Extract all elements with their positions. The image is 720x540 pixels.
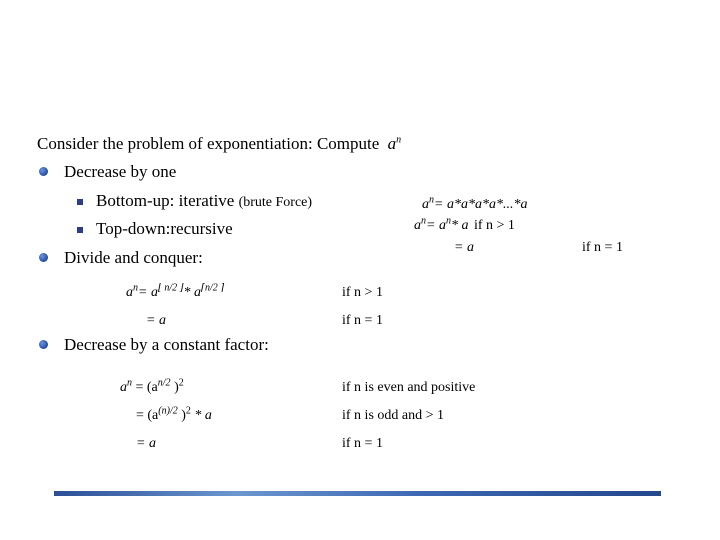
decrease-formula-line-1 <box>120 378 184 398</box>
intro-exponent: n <box>396 134 402 146</box>
divide-cond-1: if n > 1 <box>342 285 383 300</box>
df1-floor-exp: ⌊ n/2 ⌋ <box>157 282 184 294</box>
decrease-cond-2: if n is odd and > 1 <box>342 408 444 423</box>
square-bullet-icon <box>77 227 83 233</box>
df1-exp: n <box>133 282 138 294</box>
df1-mid: * a <box>183 285 202 300</box>
rf2-exp2: n <box>445 215 451 227</box>
rf2-condition: if n > 1 <box>473 218 515 233</box>
dec1-close: ) <box>174 380 179 395</box>
df1-eq: = a <box>138 285 158 300</box>
bullet-decrease-by-one: Decrease by one <box>64 162 177 181</box>
right-formula-cond-3: if n = 1 <box>582 240 623 255</box>
dec1-power: 2 <box>178 377 184 389</box>
footer-divider <box>54 491 661 496</box>
sub-bottom-up-note: (brute Force) <box>238 195 313 210</box>
dec2-close: ) <box>181 408 186 423</box>
dec2-half-exp: (n)/2 <box>158 405 178 417</box>
decrease-formula-line-2 <box>136 406 212 426</box>
sub-bottom-up-text: Bottom-up: iterative <box>96 191 235 210</box>
dec2-tail: * a <box>194 408 212 423</box>
rf2-exp: n <box>421 215 426 227</box>
decrease-formula-line-3: = a <box>136 436 156 451</box>
bullet-icon <box>39 340 48 349</box>
right-formula-line-2 <box>414 216 515 236</box>
df1-ceil-exp: ⌈n/2 ⌉ <box>201 282 225 294</box>
sub-top-down: Top-down:recursive <box>96 219 233 238</box>
decrease-cond-1: if n is even and positive <box>342 380 476 395</box>
decrease-cond-3: if n = 1 <box>342 436 383 451</box>
intro-base: a <box>387 134 397 153</box>
intro-line <box>37 134 401 154</box>
rf2-rest: = a <box>426 218 446 233</box>
rf2-base: a <box>414 218 421 233</box>
sub-bottom-up <box>96 191 312 213</box>
dec1-exp: n <box>127 377 132 389</box>
bullet-divide-and-conquer: Divide and conquer: <box>64 248 203 267</box>
dec2-eq: = (a <box>136 408 159 423</box>
bullet-decrease-constant: Decrease by a constant factor: <box>64 335 269 354</box>
dec2-power: 2 <box>185 405 191 417</box>
bullet-icon <box>39 253 48 262</box>
rf1-base: a <box>422 197 429 212</box>
divide-cond-2: if n = 1 <box>342 313 383 328</box>
divide-formula-line-1 <box>126 283 224 303</box>
dec1-base: a <box>120 380 127 395</box>
rf1-exp: n <box>429 194 434 206</box>
square-bullet-icon <box>77 199 83 205</box>
df1-base: a <box>126 285 133 300</box>
divide-formula-line-2: = a <box>146 313 166 328</box>
intro-text: Consider the problem of exponentiation: Compute <box>37 134 380 153</box>
right-formula-line-1 <box>422 195 527 215</box>
rf2-tail: * a <box>450 218 469 233</box>
dec1-eq: = (a <box>135 380 158 395</box>
right-formula-line-3: = a <box>454 240 474 255</box>
bullet-icon <box>39 167 48 176</box>
dec1-half-exp: n/2 <box>157 377 171 389</box>
rf1-rest: = a*a*a*a*...*a <box>434 197 528 212</box>
